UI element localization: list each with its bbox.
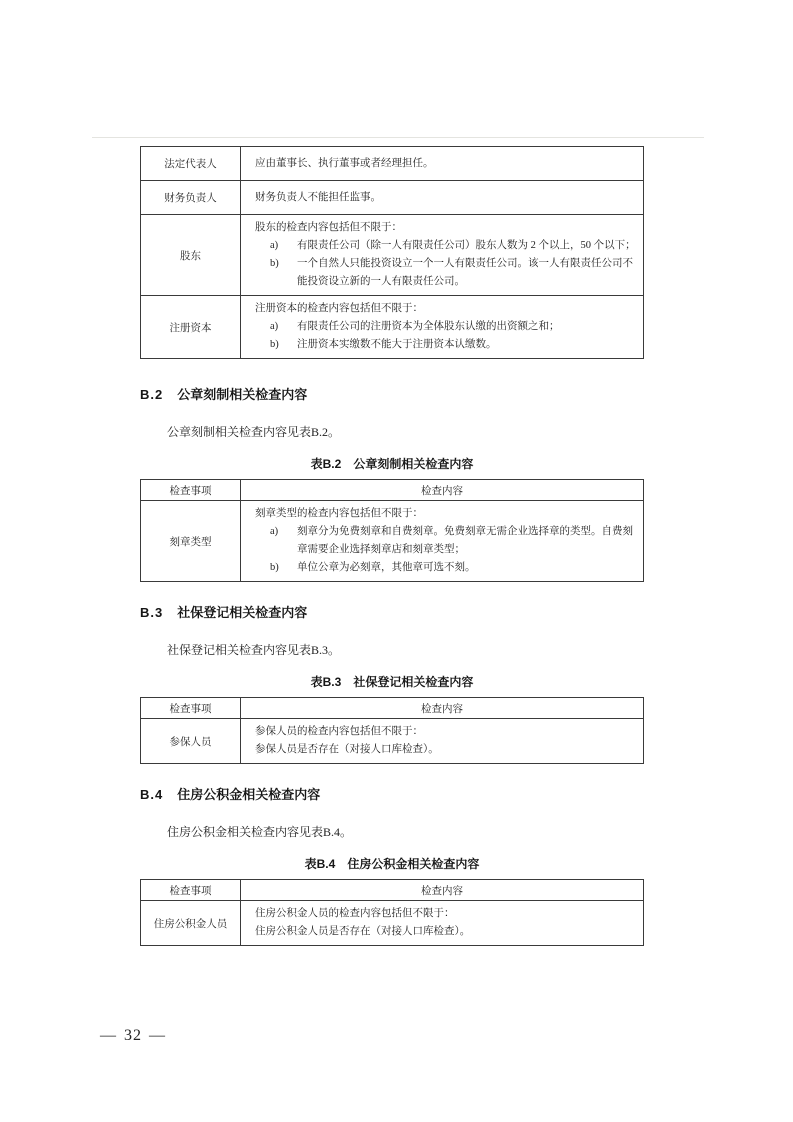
list-item-line (255, 523, 637, 559)
table-caption-label: 表B.2 (310, 457, 342, 471)
text-line: 股东的检查内容包括但不限于： (255, 222, 402, 233)
table-row (141, 181, 644, 215)
check-table-b3-body (141, 719, 644, 764)
check-table-b4-body (141, 901, 644, 946)
list-item-text: 刻章分为免费刻章和自费刻章。免费刻章无需企业选择章的类型。自费刻章需要企业选择刻章店和刻章类型； (297, 526, 633, 555)
table-header-row (141, 480, 644, 501)
check-content-cell (241, 215, 644, 296)
section-title: 社保登记相关检查内容 (177, 605, 308, 620)
list-marker: b) (270, 339, 279, 350)
text-line: 刻章类型的检查内容包括但不限于： (255, 508, 423, 519)
table-header-row (141, 698, 644, 719)
check-content-cell (241, 181, 644, 215)
section-intro-b4: 住房公积金相关检查内容见表B.4。 (167, 825, 353, 839)
column-header-check-item: 检查事项 (141, 480, 241, 501)
section-intro-b2: 公章刻制相关检查内容见表B.2。 (167, 425, 341, 439)
check-item-cell: 刻章类型 (141, 501, 241, 582)
check-content-cell (241, 296, 644, 359)
check-table-b4 (140, 879, 644, 946)
continued-check-table (140, 146, 644, 359)
section-title: 住房公积金相关检查内容 (177, 787, 321, 802)
section-heading-b4 (140, 784, 644, 803)
table-caption-title: 社保登记相关检查内容 (353, 675, 474, 689)
text-line: 住房公积金人员的检查内容包括但不限于： (255, 908, 455, 919)
column-header-check-content: 检查内容 (241, 880, 644, 901)
check-content-cell (241, 501, 644, 582)
list-item-line (255, 255, 637, 291)
page-content (140, 146, 644, 946)
table-caption-title: 公章刻制相关检查内容 (353, 457, 474, 471)
table-row (141, 901, 644, 946)
list-item-text: 注册资本实缴数不能大于注册资本认缴数。 (297, 339, 497, 350)
table-row (141, 215, 644, 296)
table-row (141, 296, 644, 359)
table-header-row (141, 880, 644, 901)
table-caption-b3 (140, 673, 644, 690)
table-caption-label: 表B.4 (304, 857, 336, 871)
check-content-cell (241, 719, 644, 764)
section-heading-b2 (140, 384, 644, 403)
page-number-value: 32 (124, 1027, 142, 1044)
list-item-text: 单位公章为必刻章，其他章可选不刻。 (297, 562, 476, 573)
page-number-dash-right: — (149, 1027, 166, 1044)
text-line: 财务负责人不能担任监事。 (255, 191, 381, 203)
check-item-cell: 财务负责人 (141, 181, 241, 215)
list-item-text: 有限责任公司的注册资本为全体股东认缴的出资额之和； (297, 321, 560, 332)
check-content-cell (241, 901, 644, 946)
scan-artifact-line (92, 137, 704, 138)
check-table-b2-body (141, 501, 644, 582)
section-number: B.2 (140, 387, 164, 402)
text-line: 参保人员是否存在（对接人口库检查）。 (255, 744, 439, 755)
section-heading-b3 (140, 602, 644, 621)
list-marker: b) (270, 258, 279, 269)
text-line: 参保人员的检查内容包括但不限于： (255, 726, 423, 737)
list-item-line (255, 237, 637, 255)
section-number: B.4 (140, 787, 164, 802)
text-line: 应由董事长、执行董事或者经理担任。 (255, 157, 434, 169)
section-number: B.3 (140, 605, 164, 620)
table-caption-b2 (140, 455, 644, 472)
table-caption-label: 表B.3 (310, 675, 342, 689)
check-table-b3 (140, 697, 644, 764)
list-item-line (255, 318, 637, 336)
list-marker: a) (270, 240, 279, 251)
continued-check-table-body (141, 147, 644, 359)
page-number-dash-left: — (100, 1027, 117, 1044)
table-caption-title: 住房公积金相关检查内容 (347, 857, 480, 871)
list-marker: a) (270, 526, 279, 537)
list-item-text: 一个自然人只能投资设立一个一人有限责任公司。该一人有限责任公司不能投资设立新的一人有限责任公司。 (297, 258, 633, 287)
check-table-b2 (140, 479, 644, 582)
check-item-cell: 股东 (141, 215, 241, 296)
text-line: 住房公积金人员是否存在（对接人口库检查）。 (255, 926, 471, 937)
check-item-cell: 住房公积金人员 (141, 901, 241, 946)
column-header-check-content: 检查内容 (241, 480, 644, 501)
table-row (141, 501, 644, 582)
check-item-cell: 注册资本 (141, 296, 241, 359)
text-line: 注册资本的检查内容包括但不限于： (255, 303, 423, 314)
column-header-check-item: 检查事项 (141, 698, 241, 719)
section-intro-b3: 社保登记相关检查内容见表B.3。 (167, 643, 341, 657)
check-item-cell: 法定代表人 (141, 147, 241, 181)
list-item-line (255, 336, 637, 354)
column-header-check-item: 检查事项 (141, 880, 241, 901)
section-title: 公章刻制相关检查内容 (177, 387, 308, 402)
column-header-check-content: 检查内容 (241, 698, 644, 719)
list-item-text: 有限责任公司（除一人有限责任公司）股东人数为 2 个以上，50 个以下； (297, 240, 636, 251)
list-marker: a) (270, 321, 279, 332)
list-item-line (255, 559, 637, 577)
table-row (141, 147, 644, 181)
check-content-cell (241, 147, 644, 181)
page-number (93, 1027, 173, 1045)
check-item-cell: 参保人员 (141, 719, 241, 764)
table-caption-b4 (140, 855, 644, 872)
list-marker: b) (270, 562, 279, 573)
table-row (141, 719, 644, 764)
